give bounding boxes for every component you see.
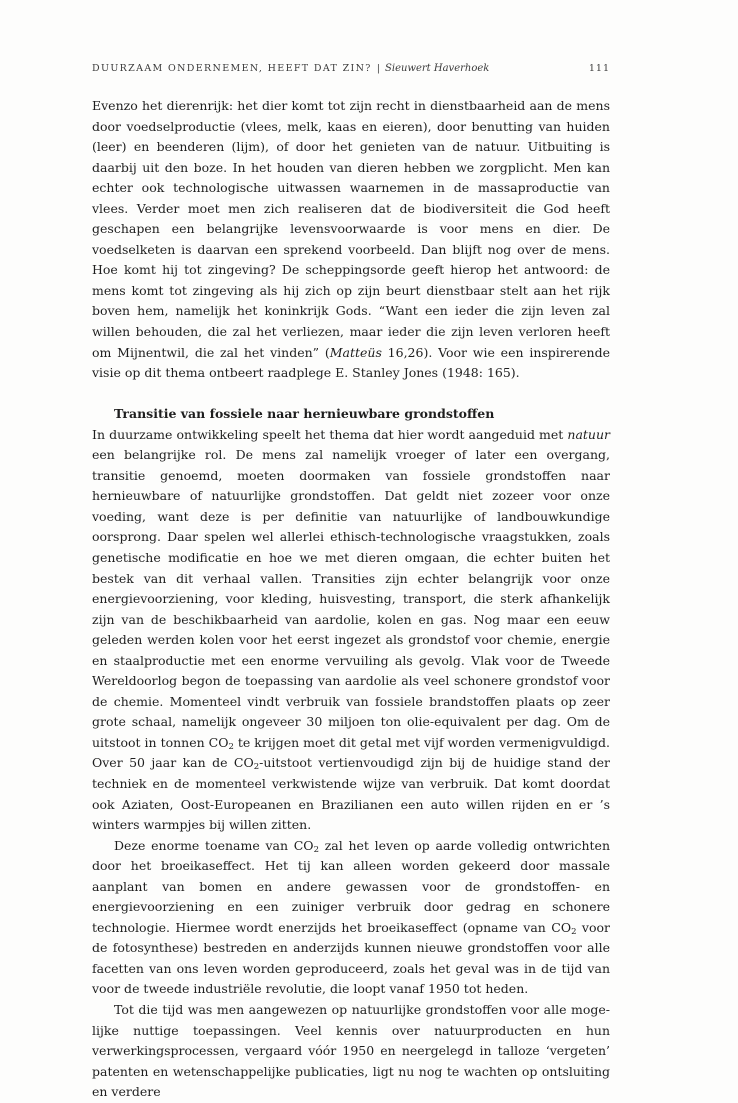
running-title: DUURZAAM ONDERNEMEN, HEEFT DAT ZIN?	[92, 63, 372, 74]
body-text	[92, 96, 610, 1103]
header-author: Sieuwert Haverhoek	[385, 63, 490, 74]
subscript: 2	[313, 844, 319, 855]
paragraph-4: Tot die tijd was men aangewezen op natuurlijke grondstoffen voor alle mogelijke nuttige toepassingen. Veel kennis over natuurproducten en hun verwerkingsprocessen, vergaard vóór 1950 en neergelegd in talloze ‘vergeten’ patenten en wetenschappelijke publicaties, ligt nu nog te wachten op ontsluiting en verdere	[92, 1002, 610, 1100]
bible-reference: Matteüs	[329, 344, 382, 360]
page-number: 111	[588, 63, 610, 74]
running-header	[92, 63, 610, 79]
paragraph-2: In duurzame ontwikkeling speelt het thema dat hier wordt aangeduid met natuur een belangrijke rol. De mens zal namelijk vroeger of later een overgang, transitie genoemd, moeten doormaken van fossiele grondstoffen naar hernieuwbare of natuurlijke grondstoffen. Dat geldt niet zozeer voor onze voeding, want deze is per definitie van natuurlijke of landbouwkundige oorsprong. Daar spelen wel allerlei ethisch-technologische vraagstukken, zoals genetische modificatie en hoe we met dieren omgaan, die echter buiten het bestek van dit verhaal vallen. Transities zijn echter belangrijk voor onze energievoorziening, voor kleding, huisvesting, transport, die sterk afhankelijk zijn van de beschikbaarheid van aardolie, kolen en gas. Nog maar een eeuw geleden werden kolen voor het eerst ingezet als grondstof voor chemie, energie en staalproductie met een enorme vervuiling als gevolg. Vlak voor de Tweede Wereldoorlog begon de toepassing van aardolie als veel schonere grondstof voor de chemie. Momenteel vindt verbruik van fossiele brandstoffen plaats op zeer grote schaal, namelijk ongeveer 30 miljoen ton olie-equivalent per dag. Om de uitstoot in tonnen $CO_2$ te krijgen moet dit getal met vijf worden vermenigvuldigd. Over 50 jaar kan de $CO_2$-uitstoot vertienvoudigd zijn bij de huidige stand der techniek en de momenteel verkwistende wijze van verbruik. Dat komt doordat ook Aziaten, Oost-Europeanen en Brazilianen een auto willen rijden en er ’s winters warmpjes bij willen zitten.	[92, 426, 611, 833]
running-title-line	[92, 63, 489, 74]
subscript: 2	[253, 762, 260, 773]
subscript: 2	[571, 926, 577, 937]
paragraph-1: Evenzo het dierenrijk: het dier komt tot zijn recht in dienstbaarheid aan de mens door voedselproductie (vlees, melk, kaas en eieren), door benutting van huiden (leer) en beenderen (lijm), of door het genieten van de natuur. Uitbuiting is daarbij uit den boze. In het houden van dieren hebben we zorgplicht. Men kan echter ook technologische uitwassen waarnemen in de massaproductie van vlees. Verder moet men zich realiseren dat de biodiversiteit die God heeft geschapen een belangrijke levensvoorwaarde is voor mens en dier. De voedselketen is daarvan een sprekend voorbeeld. Dan blijft nog over de mens. Hoe komt hij tot zingeving? De scheppingsorde geeft hierop het antwoord: de mens komt tot zingeving als hij zich op zijn beurt dienstbaar stelt aan het rijk boven hem, namelijk het koninkrijk Gods. “Want een ieder die zijn leven zal willen behouden, die zal het verliezen, maar ieder die zijn leven verloren heeft om Mijnentwil, die zal het vinden” (Matteüs 16,26). Voor wie een inspirerende visie op dit thema ontbeert raadplege E. Stanley Jones (1948: 165).	[92, 98, 610, 381]
header-separator: |	[376, 63, 380, 74]
emphasis-natuur: natuur	[567, 426, 610, 442]
section-heading: Transitie van fossiele naar hernieuwbare grondstoffen	[114, 406, 495, 422]
subscript: 2	[228, 741, 234, 752]
paragraph-3: Deze enorme toename van $CO_2$ zal het leven op aarde volledig ontwrichten door het broeikaseffect. Het tij kan alleen worden gekeerd door massale aanplant van bomen en andere gewassen voor de grondstoffen- en energievoorziening en een zuiniger verbruik door gedrag en schonere technologie. Hiermee wordt enerzijds het broeikaseffect (opname van $CO_2$ voor de fotosynthese) bestreden en anderzijds kunnen nieuwe grondstoffen voor alle facetten van ons leven worden geproduceerd, zoals het geval was in de tijd van voor de tweede industriële revolutie, die loopt vanaf 1950 tot heden.	[92, 837, 611, 997]
